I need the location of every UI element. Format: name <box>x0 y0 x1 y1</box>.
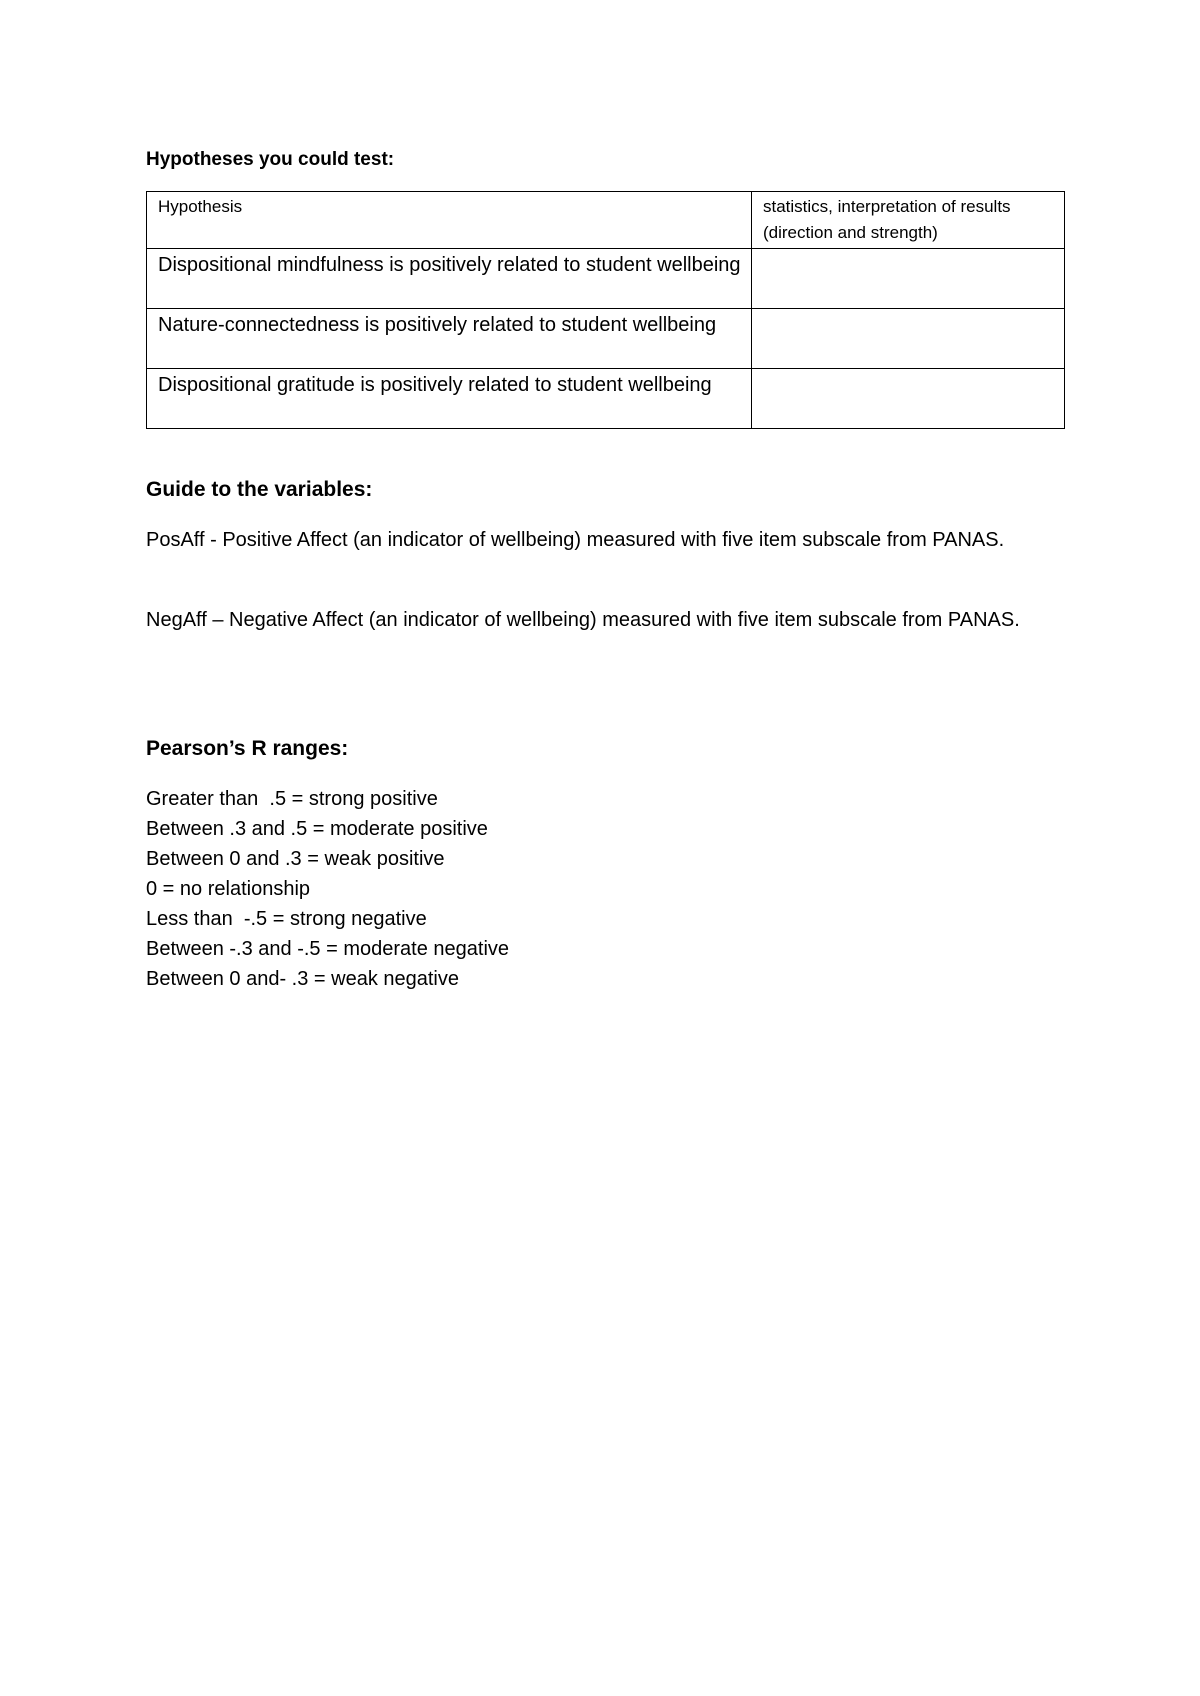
table-header-row <box>147 192 1065 249</box>
hypotheses-heading: Hypotheses you could test: <box>146 149 395 170</box>
list-item: Between 0 and .3 = weak positive <box>146 848 445 870</box>
pearson-heading: Pearson’s R ranges: <box>146 737 349 760</box>
list-item: Between 0 and- .3 = weak negative <box>146 968 459 990</box>
hypotheses-table <box>146 191 1065 429</box>
guide-item-negaff: NegAff – Negative Affect (an indicator of wellbeing) measured with five item subscale from PANAS. <box>146 609 1020 631</box>
hypothesis-cell: Dispositional mindfulness is positively related to student wellbeing <box>147 249 752 309</box>
result-cell[interactable] <box>752 369 1065 429</box>
hypothesis-cell: Dispositional gratitude is positively related to student wellbeing <box>147 369 752 429</box>
list-item: Between .3 and .5 = moderate positive <box>146 818 488 840</box>
guide-item-posaff: PosAff - Positive Affect (an indicator of wellbeing) measured with five item subscale from PANAS. <box>146 529 1005 551</box>
pearson-ranges-list <box>146 784 509 994</box>
list-item: Greater than .5 = strong positive <box>146 788 438 810</box>
header-hypothesis: Hypothesis <box>147 192 752 249</box>
guide-heading: Guide to the variables: <box>146 478 373 501</box>
hypothesis-cell: Nature-connectedness is positively related to student wellbeing <box>147 309 752 369</box>
result-cell[interactable] <box>752 309 1065 369</box>
list-item: Less than -.5 = strong negative <box>146 908 427 930</box>
list-item: Between -.3 and -.5 = moderate negative <box>146 938 510 960</box>
table-row <box>147 249 1065 309</box>
list-item: 0 = no relationship <box>146 878 311 900</box>
result-cell[interactable] <box>752 249 1065 309</box>
header-statistics: statistics, interpretation of results (direction and strength) <box>752 192 1065 249</box>
table-row <box>147 369 1065 429</box>
table-row <box>147 309 1065 369</box>
